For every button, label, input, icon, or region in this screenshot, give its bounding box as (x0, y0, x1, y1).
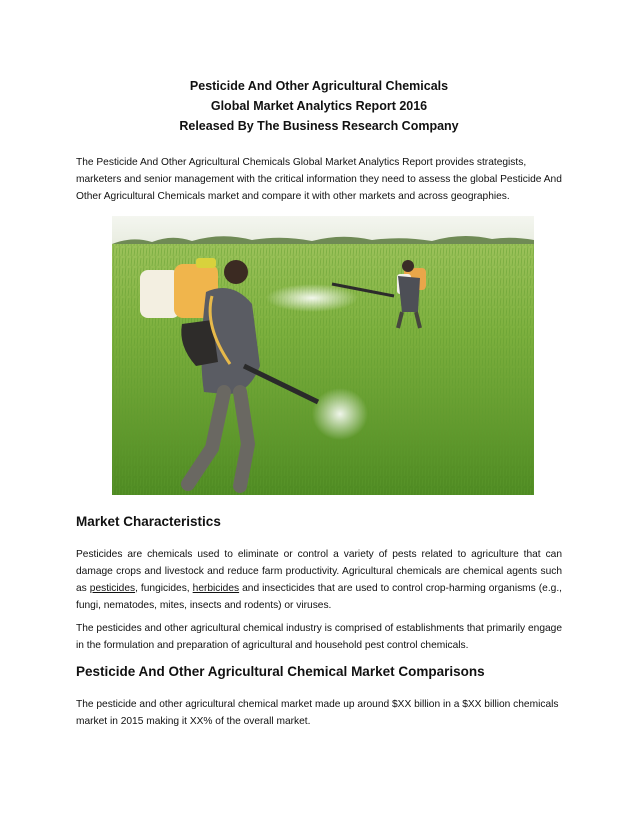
market-comparisons-paragraph: The pesticide and other agricultural chemical market made up around $XX billion in a $XX billion chemicals market in 2015 making it XX% of the overall market. (76, 699, 559, 727)
paragraph-text: , fungicides, (135, 583, 193, 594)
rice-field-photo (112, 216, 534, 495)
title-line-1: Pesticide And Other Agricultural Chemicals (189, 79, 449, 93)
title-line-3: Released By The Business Research Company (179, 119, 459, 133)
title-line-2: Global Market Analytics Report 2016 (210, 99, 428, 113)
herbicides-link[interactable]: herbicides (192, 583, 240, 594)
market-characteristics-paragraph-1 (76, 546, 562, 614)
market-comparisons-heading: Pesticide And Other Agricultural Chemical Market Comparisons (76, 664, 485, 679)
report-title (0, 76, 638, 136)
market-characteristics-heading: Market Characteristics (76, 514, 221, 529)
paragraph-text: Pesticides are chemicals used to eliminate or control a variety of pests related to agriculture that can damage crops and livestock and reduce farm productivity. Agricultural chemicals are chemical agents such as (76, 549, 562, 594)
intro-paragraph: The Pesticide And Other Agricultural Chemicals Global Market Analytics Report provides strategists, marketers and senior management with the critical information they need to assess the global Pesticide And Other Agricultural Chemicals market and compare it with other markets and across geographies. (76, 157, 562, 202)
pesticides-link[interactable]: pesticides (89, 583, 136, 594)
market-characteristics-paragraph-2: The pesticides and other agricultural chemical industry is comprised of establishments that primarily engage in the formulation and preparation of agricultural and household pest control chemicals. (76, 623, 562, 651)
paragraph-text: and insecticides that are used to control crop-harming organisms (e.g., fungi, nematodes, mites, insects and rodents) or viruses. (76, 583, 562, 611)
